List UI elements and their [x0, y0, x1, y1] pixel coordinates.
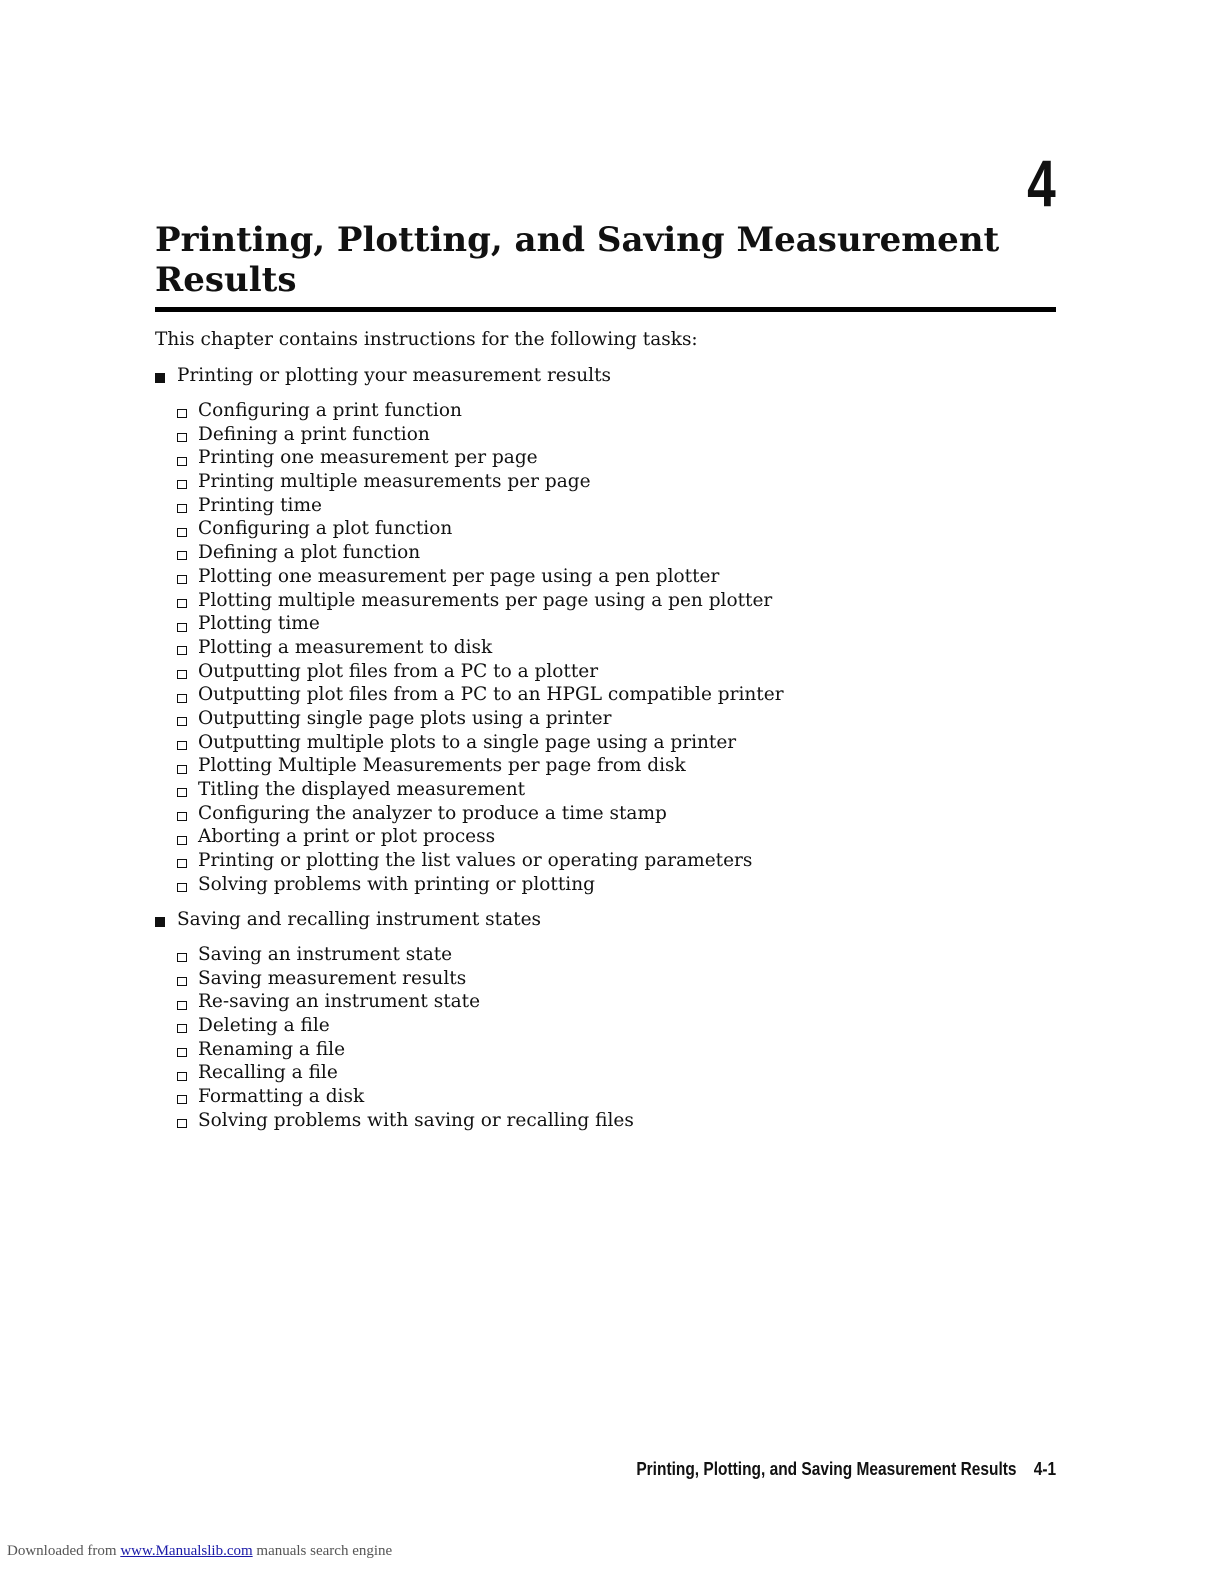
list-item-text: Saving measurement results [198, 967, 467, 989]
section-heading [155, 364, 784, 388]
section-saving-recalling [155, 908, 634, 1133]
checkbox-bullet-icon [177, 670, 187, 679]
list-item [177, 1109, 634, 1133]
list-item [177, 849, 784, 873]
checkbox-bullet-icon [177, 599, 187, 608]
checkbox-bullet-icon [177, 977, 187, 986]
checkbox-bullet-icon [177, 1072, 187, 1081]
checkbox-bullet-icon [177, 812, 187, 821]
list-item-text: Plotting Multiple Measurements per page from disk [198, 755, 686, 777]
footer-running-title: Printing, Plotting, and Saving Measurement Results [636, 1459, 1017, 1479]
list-item-text: Recalling a file [198, 1062, 338, 1084]
list-item [177, 612, 784, 636]
section-heading [155, 908, 634, 932]
section-heading-text: Printing or plotting your measurement results [177, 365, 612, 386]
list-item-text: Printing or plotting the list values or operating parameters [198, 850, 753, 872]
checkbox-bullet-icon [177, 859, 187, 868]
section-printing-plotting [155, 364, 784, 896]
list-item [177, 778, 784, 802]
list-item [177, 707, 784, 731]
chapter-title-line-1: Printing, Plotting, and Saving Measurement [155, 220, 1000, 260]
list-item-text: Solving problems with saving or recalling files [198, 1109, 634, 1131]
page-footer [636, 1458, 1056, 1480]
download-note-prefix: Downloaded from [7, 1543, 117, 1559]
checkbox-bullet-icon [177, 457, 187, 466]
list-item [177, 990, 634, 1014]
square-bullet-icon [155, 917, 165, 927]
list-item-text: Defining a plot function [198, 542, 421, 564]
list-item [177, 967, 634, 991]
list-item-text: Plotting one measurement per page using a pen plotter [198, 565, 720, 587]
list-item-text: Outputting plot files from a PC to a plotter [198, 660, 599, 682]
list-item [177, 825, 784, 849]
list-item-text: Solving problems with printing or plotting [198, 873, 595, 895]
list-item-text: Deleting a file [198, 1015, 330, 1037]
checkbox-bullet-icon [177, 1048, 187, 1057]
list-item-text: Defining a print function [198, 423, 430, 445]
checkbox-bullet-icon [177, 1095, 187, 1104]
download-note [7, 1542, 392, 1560]
checkbox-bullet-icon [177, 717, 187, 726]
checkbox-bullet-icon [177, 409, 187, 418]
list-item [177, 1061, 634, 1085]
list-item [177, 423, 784, 447]
list-item [177, 731, 784, 755]
task-list [155, 943, 634, 1133]
chapter-number: 4 [1027, 146, 1056, 220]
section-heading-text: Saving and recalling instrument states [177, 909, 542, 930]
list-item [177, 754, 784, 778]
checkbox-bullet-icon [177, 480, 187, 489]
checkbox-bullet-icon [177, 953, 187, 962]
checkbox-bullet-icon [177, 433, 187, 442]
checkbox-bullet-icon [177, 788, 187, 797]
checkbox-bullet-icon [177, 1001, 187, 1010]
list-item-text: Printing one measurement per page [198, 447, 538, 469]
list-item-text: Printing time [198, 494, 322, 516]
list-item-text: Printing multiple measurements per page [198, 471, 591, 493]
chapter-title-line-2: Results [155, 260, 297, 300]
list-item-text: Configuring a plot function [198, 518, 453, 540]
list-item [177, 1085, 634, 1109]
list-item [177, 517, 784, 541]
checkbox-bullet-icon [177, 528, 187, 537]
chapter-title [155, 220, 1065, 300]
list-item-text: Outputting plot files from a PC to an HPGL compatible printer [198, 684, 784, 706]
list-item-text: Re-saving an instrument state [198, 991, 481, 1013]
list-item [177, 565, 784, 589]
list-item [177, 589, 784, 613]
checkbox-bullet-icon [177, 551, 187, 560]
checkbox-bullet-icon [177, 1024, 187, 1033]
list-item [177, 446, 784, 470]
list-item-text: Plotting a measurement to disk [198, 636, 493, 658]
checkbox-bullet-icon [177, 646, 187, 655]
list-item [177, 1014, 634, 1038]
list-item [177, 802, 784, 826]
checkbox-bullet-icon [177, 1119, 187, 1128]
list-item [177, 873, 784, 897]
list-item-text: Plotting time [198, 613, 320, 635]
list-item [177, 494, 784, 518]
download-note-suffix: manuals search engine [256, 1543, 393, 1559]
manualslib-link[interactable]: www.Manualslib.com [120, 1543, 253, 1559]
list-item [177, 683, 784, 707]
list-item-text: Configuring the analyzer to produce a time stamp [198, 802, 667, 824]
task-list [155, 399, 784, 896]
checkbox-bullet-icon [177, 836, 187, 845]
list-item-text: Plotting multiple measurements per page using a pen plotter [198, 589, 773, 611]
checkbox-bullet-icon [177, 883, 187, 892]
list-item [177, 1038, 634, 1062]
list-item-text: Outputting multiple plots to a single page using a printer [198, 731, 737, 753]
checkbox-bullet-icon [177, 575, 187, 584]
list-item-text: Saving an instrument state [198, 944, 453, 965]
list-item [177, 470, 784, 494]
list-item-text: Configuring a print function [198, 400, 462, 421]
checkbox-bullet-icon [177, 504, 187, 513]
list-item-text: Titling the displayed measurement [198, 779, 526, 800]
checkbox-bullet-icon [177, 694, 187, 703]
square-bullet-icon [155, 373, 165, 383]
list-item [177, 636, 784, 660]
checkbox-bullet-icon [177, 741, 187, 750]
checkbox-bullet-icon [177, 623, 187, 632]
footer-page-number: 4-1 [1033, 1459, 1056, 1479]
list-item [177, 943, 634, 967]
list-item-text: Aborting a print or plot process [198, 826, 496, 848]
checkbox-bullet-icon [177, 765, 187, 774]
title-rule [155, 307, 1056, 312]
list-item [177, 660, 784, 684]
intro-text: This chapter contains instructions for the following tasks: [155, 329, 698, 350]
list-item [177, 541, 784, 565]
list-item-text: Renaming a file [198, 1038, 346, 1060]
list-item-text: Formatting a disk [198, 1086, 365, 1108]
list-item-text: Outputting single page plots using a printer [198, 707, 612, 729]
list-item [177, 399, 784, 423]
